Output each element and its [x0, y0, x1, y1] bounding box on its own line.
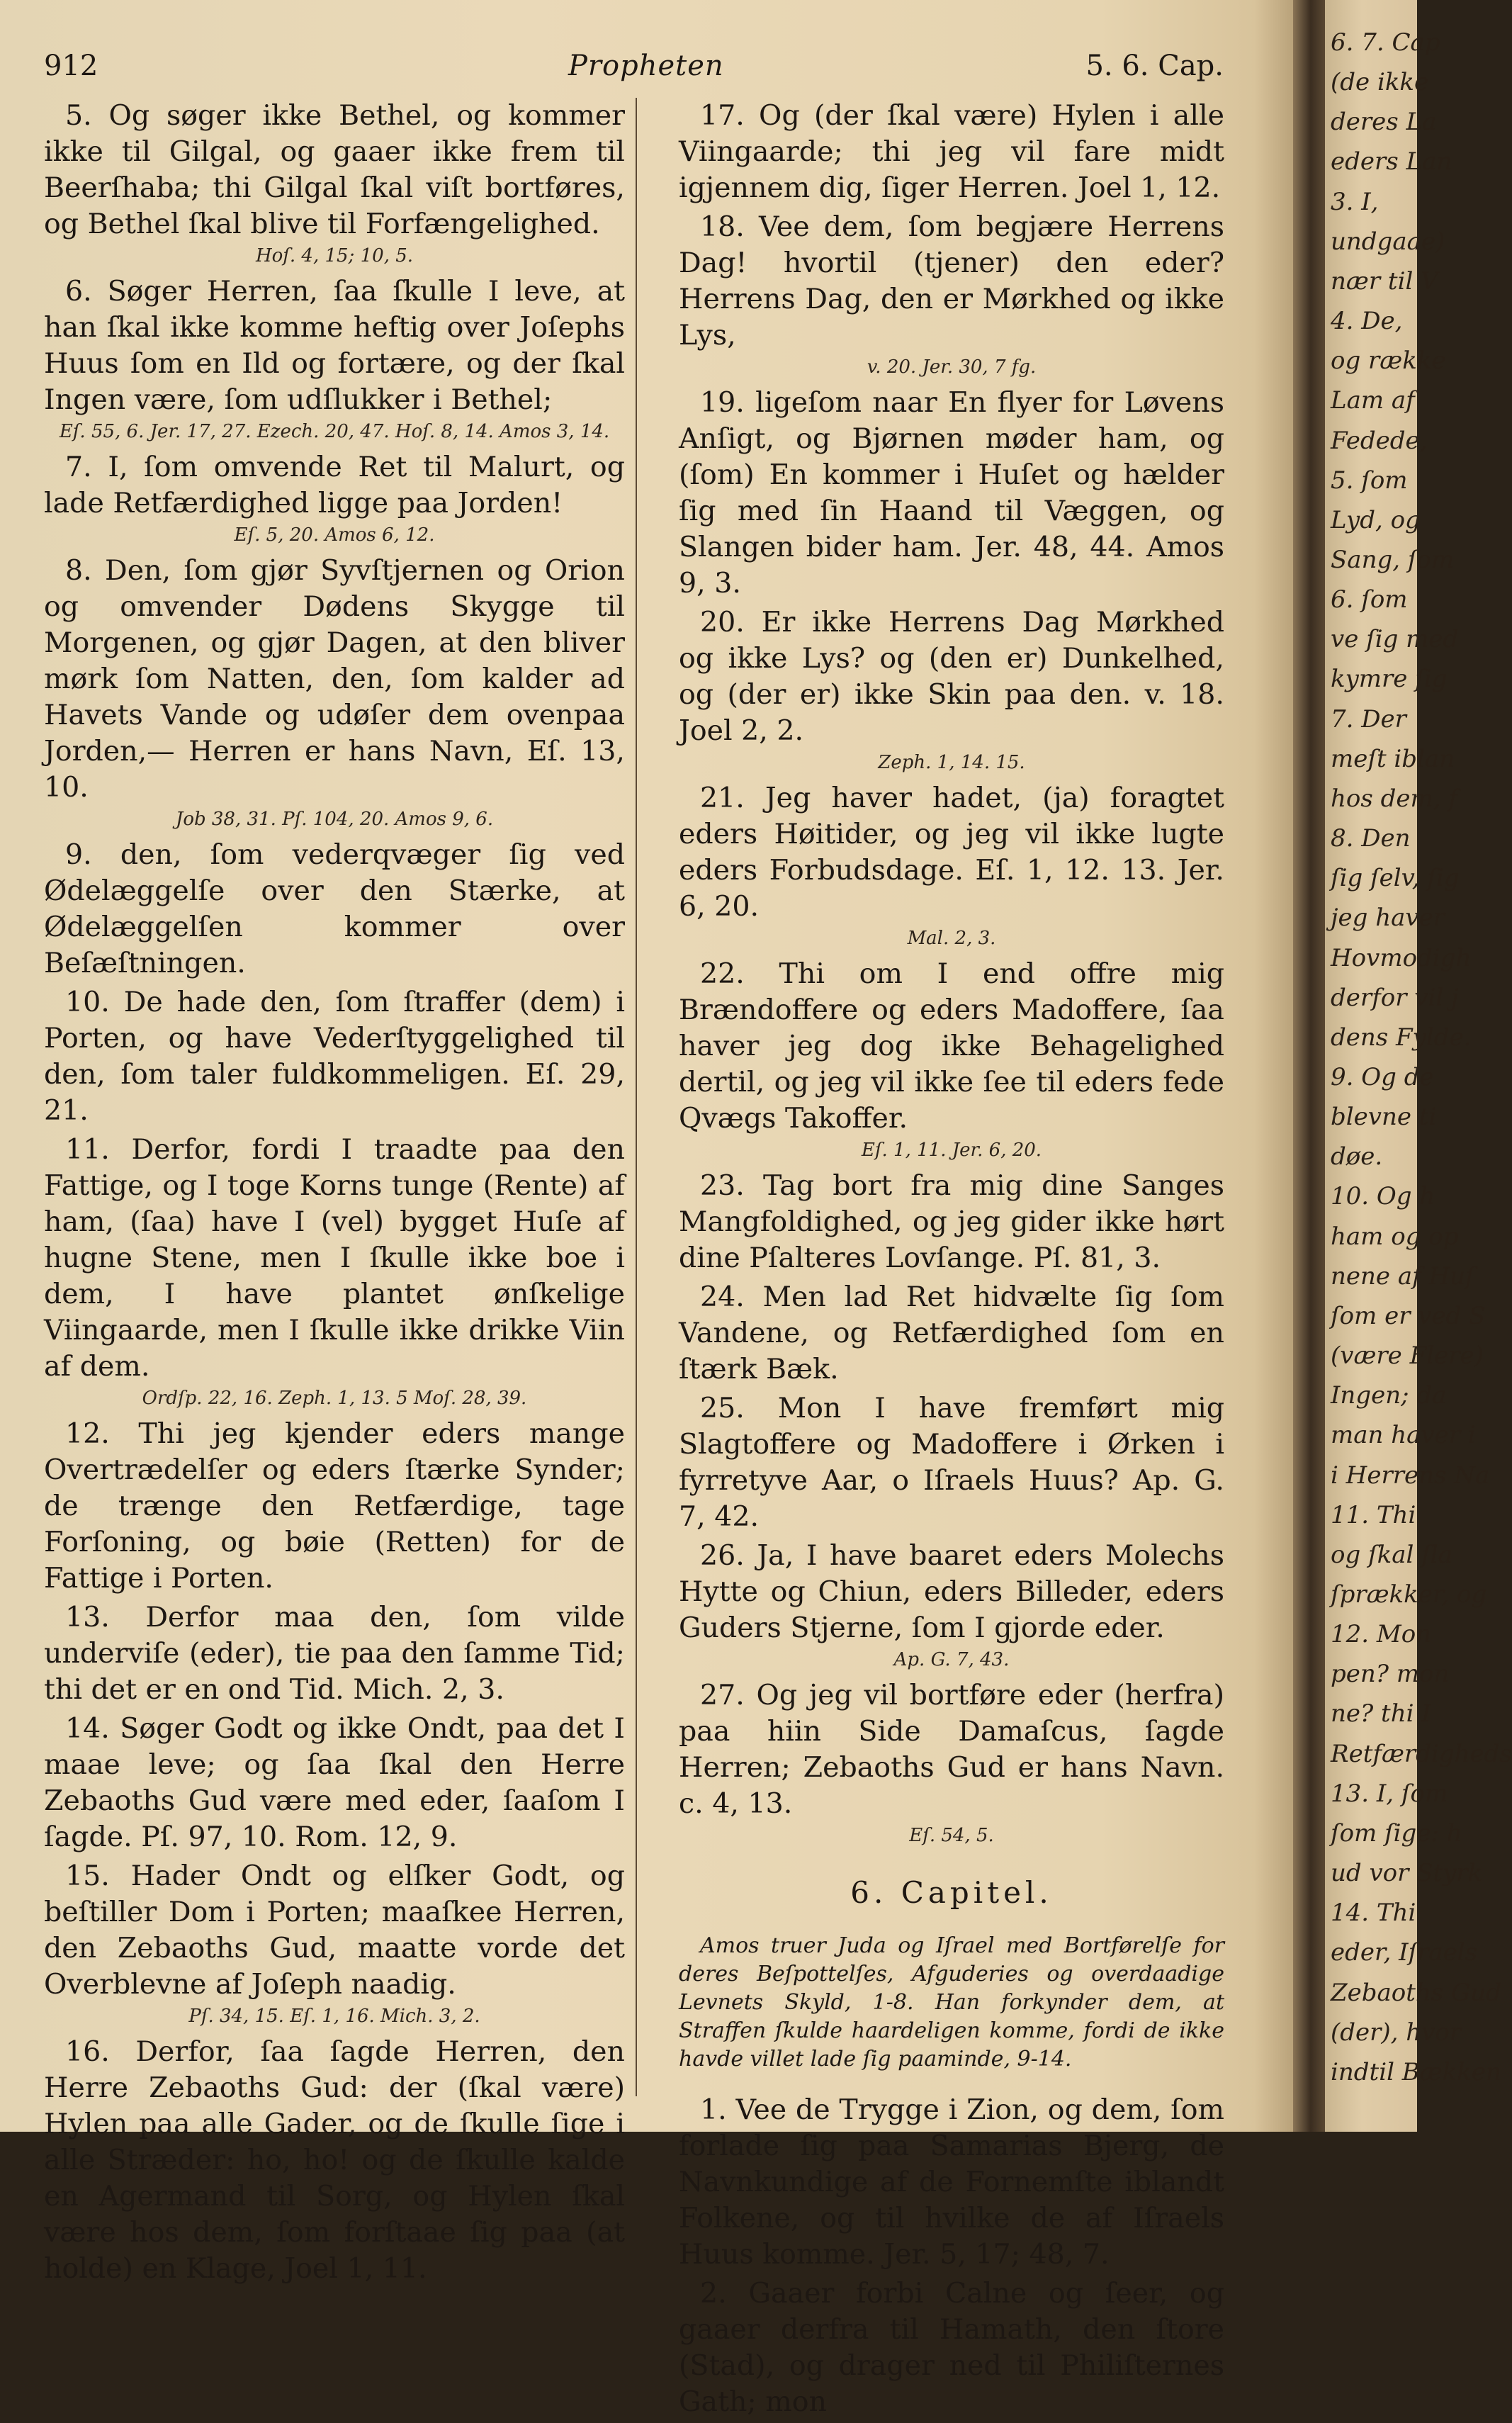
chapter5-continuation [679, 98, 1224, 1848]
verse: 21. Jeg haver hadet, (ja) foragtet eders Høitider, og jeg vil ikke lugte eders Forbudsdage. Eſ. 1, 12. 13. Jer. 6, 20. [679, 782, 1224, 923]
facing-page-fragment: nær til V [1331, 266, 1438, 296]
facing-page-fragment: hos dem, f [1331, 784, 1457, 813]
verse: 20. Er ikke Herrens Dag Mørkhed og ikke Lys? og (den er) Dunkelhed, og (der er) ikke Skin paa den. v. 18. Joel 2, 2. [679, 606, 1224, 747]
verse: 6. Søger Herren, ſaa ſkulle I leve, at han ſkal ikke komme heftig over Joſephs Huus ſom en Ild og fortære, og der ſkal Ingen være, ſom udſlukker i Bethel; [44, 275, 625, 416]
running-title: Propheten [568, 50, 724, 82]
verse: 5. Og søger ikke Bethel, og kommer ikke til Gilgal, og gaaer ikke frem til Beerſhaba; thi Gilgal ſkal viſt bortføres, og Bethel ſkal blive til Forfængelighed. [44, 99, 625, 240]
facing-page-fragment: man haver i [1331, 1421, 1476, 1450]
cross-reference: Mal. 2, 3. [907, 928, 996, 949]
cross-reference: Hoſ. 4, 15; 10, 5. [255, 245, 414, 266]
facing-page-fragment: Fedede, [1331, 426, 1428, 455]
verse: 10. De hade den, ſom ſtraffer (dem) i Porten, og have Vederſtyggelighed til den, ſom taler fuldkommeligen. Eſ. 29, 21. [44, 986, 625, 1127]
page-number: 912 [44, 50, 98, 82]
facing-page-fragment: jeg haver [1331, 904, 1445, 933]
verse: 19. ligeſom naar En flyer for Løvens Anſigt, og Bjørnen møder ham, og (ſom) En kommer i Huſet og hælder ſig med ſin Haand til Væggen, og Slangen bider ham. Jer. 48, 44. Amos 9, 3. [679, 386, 1224, 600]
chapter-heading: 6. Capitel. [850, 1875, 1053, 1910]
facing-page-fragment: Lyd, og [1331, 505, 1421, 534]
verse: 15. Hader Ondt og elſker Godt, og beſtiller Dom i Porten; maaſkee Herren, den Zebaoths Gud, maatte vorde det Overblevne af Joſeph naadig. [44, 1860, 625, 2001]
verse: 1. Vee de Trygge i Zion, og dem, ſom forlade ſig paa Samarias Bjerg, de Navnkundige af de Fornemſte iblandt Folkene, og til hvilke de af Iſraels Huus komme. Jer. 5, 17; 48, 7. [679, 2093, 1224, 2271]
facing-page-fragment: blevne ti [1331, 1103, 1437, 1132]
facing-page-fragment: eders Lan [1331, 147, 1452, 176]
facing-page-edge [1325, 0, 1512, 2132]
facing-page-fragment: ud vor Styrk [1331, 1859, 1483, 1888]
facing-page-fragment: Lam af [1331, 386, 1415, 415]
left-text-column [44, 98, 625, 2290]
facing-page-fragment: kymre ſig [1331, 665, 1448, 694]
facing-page-fragment: 14. Thi [1331, 1899, 1416, 1928]
verse: 25. Mon I have fremført mig Slagtoffere og Madoffere i Ørken i fyrretyve Aar, o Iſraels Huus? Ap. G. 7, 42. [679, 1392, 1224, 1533]
facing-page-fragment: 4. De, [1331, 307, 1403, 336]
facing-page-fragment: Zebaoths Gud [1331, 1978, 1501, 2007]
verse: 9. den, ſom vederqvæger ſig ved Ødelæggelſe over den Stærke, at Ødelæggelſen kommer over Beſæſtningen. [44, 838, 625, 979]
facing-page-fragment: 3. I, [1331, 187, 1379, 216]
facing-page-fragment: døe. [1331, 1142, 1383, 1171]
verse: 7. I, ſom omvende Ret til Malurt, og lade Retfærdighed ligge paa Jorden! [44, 451, 625, 519]
cross-reference: Zeph. 1, 14. 15. [878, 752, 1025, 773]
facing-page-fragment: nene af Huſ [1331, 1261, 1474, 1291]
facing-page-fragment: (der), hvor [1331, 2018, 1462, 2047]
cross-reference: Eſ. 1, 11. Jer. 6, 20. [861, 1140, 1042, 1161]
facing-page-fragment: 6. 7. Cap [1331, 28, 1440, 57]
verse: 11. Derfor, fordi I traadte paa den Fattige, og I toge Korns tunge (Rente) af ham, (ſaa) have I (vel) bygget Huſe af hugne Stene, men I ſkulle ikke boe i dem, I have plantet ønſkelige Viingaarde, men I ſkulle ikke drikke Viin af dem. [44, 1133, 625, 1383]
cross-reference: Eſ. 54, 5. [909, 1825, 994, 1846]
verse: 27. Og jeg vil bortføre eder (herfra) paa hiin Side Damaſcus, ſagde Herren; Zebaoths Gud er hans Navn. c. 4, 13. [679, 1679, 1224, 1820]
verse: 16. Derfor, ſaa ſagde Herren, den Herre Zebaoths Gud: der (ſkal være) Hylen paa alle Gader, og de ſkulle ſige i alle Stræder: ho, ho! og de ſkulle kalde en Agermand til Sorg, og Hylen ſkal være hos dem, ſom forſtaae ſig paa (at holde) en Klage, Joel 1, 11. [44, 2035, 625, 2285]
facing-page-fragment: indtil Bækken [1331, 2057, 1501, 2086]
cross-reference: Ap. G. 7, 43. [893, 1649, 1010, 1670]
facing-page-fragment: (de ikke [1331, 68, 1429, 97]
facing-page-fragment: og række [1331, 347, 1446, 376]
chapter-indicator: 5. 6. Cap. [1085, 50, 1224, 82]
facing-page-fragment: 6. ſom [1331, 585, 1408, 614]
cross-reference: Eſ. 5, 20. Amos 6, 12. [234, 524, 435, 546]
facing-page-fragment: og ſkal ſla [1331, 1540, 1452, 1569]
facing-page-fragment: ſom ſige: h [1331, 1818, 1462, 1848]
facing-page-fragment: ve ſig med [1331, 625, 1459, 654]
right-text-column [679, 98, 1224, 2423]
facing-page-fragment: meſt iblan [1331, 744, 1455, 773]
facing-page-fragment: 11. Thi [1331, 1500, 1416, 1529]
facing-page-fragment: Sang, ſom [1331, 546, 1455, 574]
verse: 18. Vee dem, ſom begjære Herrens Dag! hvortil (tjener) den eder? Herrens Dag, den er Mørkhed og ikke Lys, [679, 210, 1224, 352]
facing-page-fragment: derfor vil j [1331, 983, 1459, 1012]
verse: 17. Og (der ſkal være) Hylen i alle Viingaarde; thi jeg vil fare midt igjennem dig, ſiger Herren. Joel 1, 12. [679, 99, 1224, 204]
facing-page-fragment: undgaae) [1331, 227, 1445, 256]
verse: 13. Derfor maa den, ſom vilde underviſe (eder), tie paa den ſamme Tid; thi det er en ond Tid. Mich. 2, 3. [44, 1601, 625, 1706]
verse: 14. Søger Godt og ikke Ondt, paa det I maae leve; og ſaa ſkal den Herre Zebaoths Gud være med eder, ſaaſom I ſagde. Pſ. 97, 10. Rom. 12, 9. [44, 1712, 625, 1853]
cross-reference: Ordſp. 22, 16. Zeph. 1, 13. 5 Moſ. 28, 39. [142, 1388, 527, 1409]
cross-reference: v. 20. Jer. 30, 7 fg. [867, 356, 1037, 378]
facing-page-fragment: pen? mon [1331, 1660, 1450, 1689]
cross-reference: Pſ. 34, 15. Eſ. 1, 16. Mich. 3, 2. [188, 2006, 480, 2027]
chapter6-verses [679, 2092, 1224, 2420]
facing-page-fragment: 10. Og h [1331, 1182, 1435, 1211]
facing-page-fragment: ſig ſelv, ſig [1331, 864, 1460, 893]
facing-page-fragment: 7. Der [1331, 704, 1406, 733]
verse: 23. Tag bort fra mig dine Sanges Mangfoldighed, og jeg gider ikke hørt dine Pſalteres Lovſange. Pſ. 81, 3. [679, 1169, 1224, 1274]
verse: 22. Thi om I end offre mig Brændoffere og eders Madoffere, ſaa haver jeg dog ikke Behagelighed dertil, og jeg vil ikke ſee til eders fede Qvægs Takoffer. [679, 957, 1224, 1135]
facing-page-fragment: (være Flere) [1331, 1342, 1484, 1371]
facing-page-fragment: 12. Mon [1331, 1620, 1432, 1649]
facing-page-fragment: ſprækker, og [1331, 1580, 1487, 1609]
facing-page-fragment: eder, Iſraels [1331, 1938, 1478, 1967]
verse: 8. Den, ſom gjør Syvſtjernen og Orion og omvender Dødens Skygge til Morgenen, og gjør Dagen, at den bliver mørk ſom Natten, den, ſom kalder ad Havets Vande og udøſer dem ovenpaa Jorden,— Herren er hans Navn, Eſ. 13, 10. [44, 554, 625, 804]
facing-page-fragment: Hovmodigh [1331, 943, 1472, 972]
chapter-summary: Amos truer Juda og Iſrael med Bortførelſe for deres Beſpottelſes, Afguderies og overdaadige Levnets Skyld, 1-8. Han forkynder dem, at Straffen ſkulde haardeligen komme, fordi de ikke havde villet lade ſig paaminde, 9-14. [679, 1933, 1224, 2071]
facing-page-fragment: 13. I, ſom [1331, 1779, 1448, 1808]
facing-page-fragment: ne? thi I [1331, 1699, 1431, 1728]
page-header [44, 50, 1224, 92]
facing-page-fragment: 8. Den [1331, 824, 1411, 853]
verse: 26. Ja, I have baaret eders Molechs Hytte og Chiun, eders Billeder, eders Guders Stjerne, ſom I gjorde eder. [679, 1539, 1224, 1644]
book-gutter [1293, 0, 1325, 2132]
facing-page-fragment: i Herrens Na [1331, 1461, 1490, 1490]
facing-page-fragment: Retfærdigheds [1331, 1739, 1512, 1768]
facing-page-fragment: deres La [1331, 108, 1437, 137]
verse: 12. Thi jeg kjender eders mange Overtrædelſer og eders ſtærke Synder; de trænge den Retfærdige, tage Forſoning, og bøie (Retten) for de Fattige i Porten. [44, 1417, 625, 1595]
facing-page-fragment: Ingen; da [1331, 1381, 1447, 1410]
facing-page-fragment: ſom er ved S [1331, 1301, 1486, 1330]
facing-page-fragment: 9. Og de [1331, 1063, 1434, 1091]
cross-reference: Eſ. 55, 6. Jer. 17, 27. Ezech. 20, 47. Hoſ. 8, 14. Amos 3, 14. [59, 421, 610, 442]
cross-reference: Job 38, 31. Pſ. 104, 20. Amos 9, 6. [175, 809, 494, 830]
column-divider [636, 98, 637, 2096]
facing-page-fragment: ham og op [1331, 1222, 1459, 1251]
facing-page-fragment: dens Fylde. [1331, 1023, 1472, 1052]
facing-page-fragment: 5. ſom [1331, 466, 1408, 495]
verse: 2. Gaaer forbi Calne og ſeer, og gaaer derfra til Hamath, den ſtore (Stad), og drager ned til Philiſternes Gath; mon [679, 2277, 1224, 2418]
verse: 24. Men lad Ret hidvælte ſig ſom Vandene, og Retfærdighed ſom en ſtærk Bæk. [679, 1281, 1224, 1385]
